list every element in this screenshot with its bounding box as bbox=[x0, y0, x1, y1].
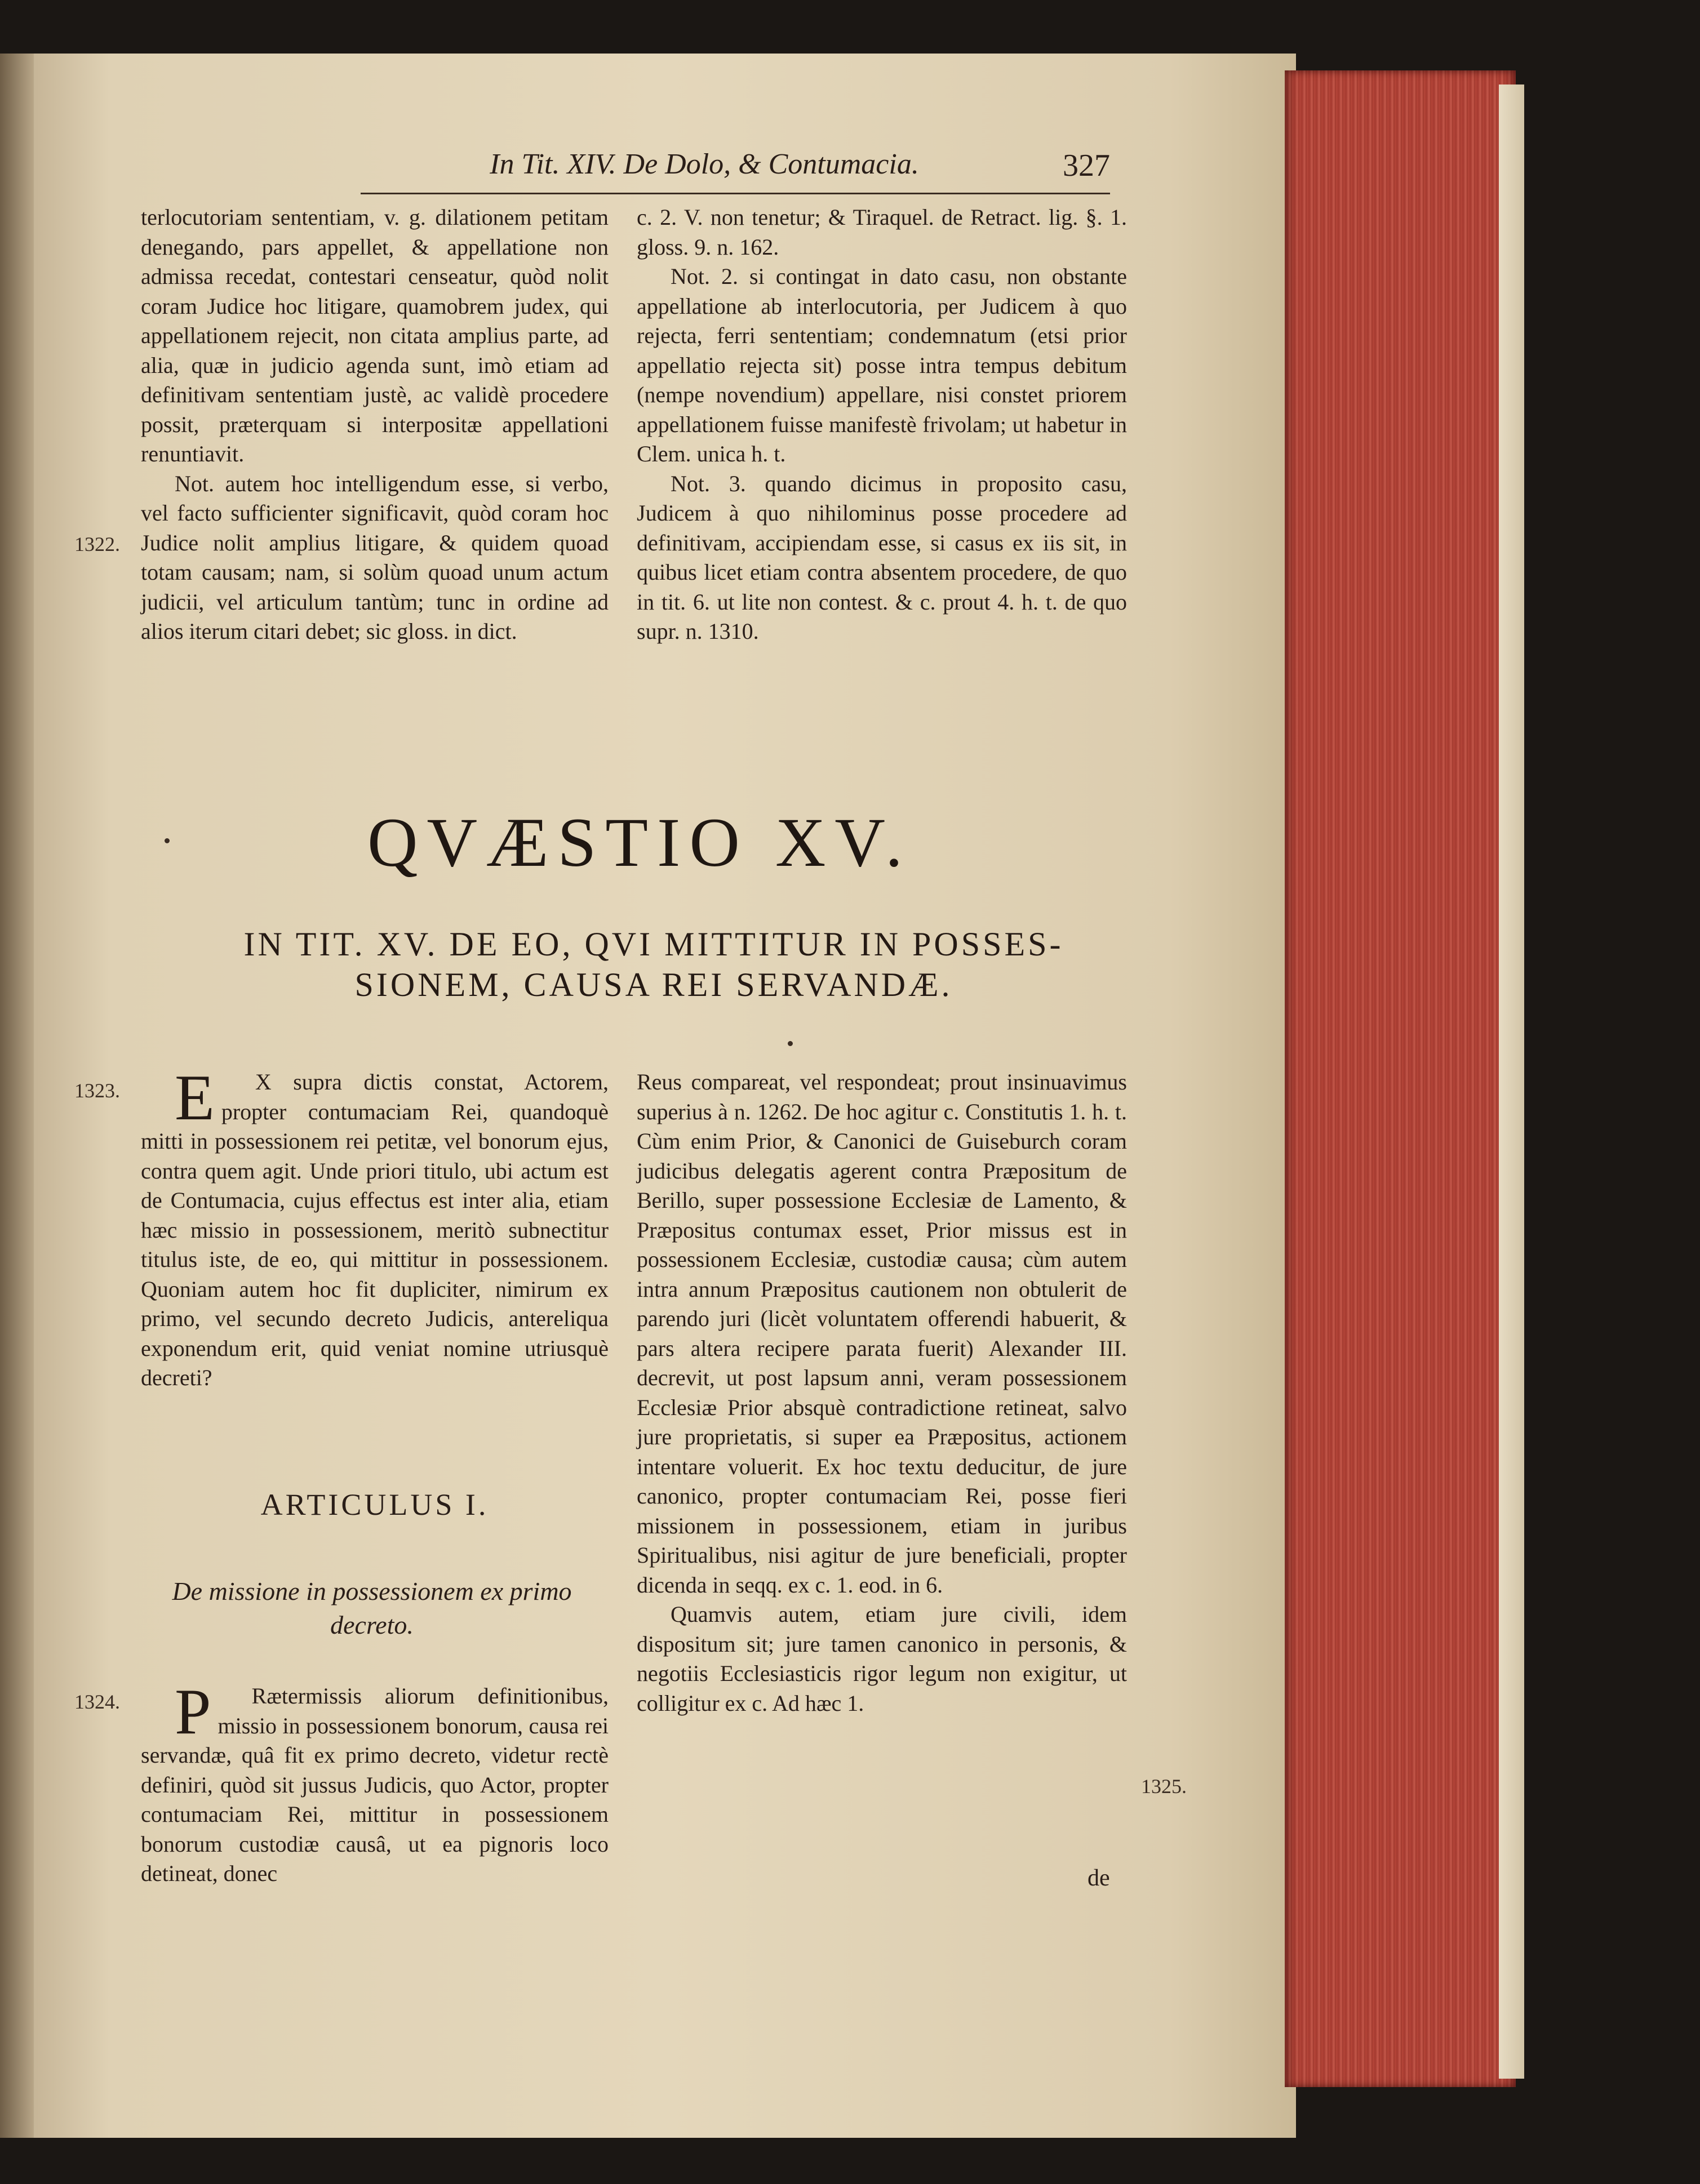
subtitle-line: SIONEM, CAUSA REI SERVANDÆ. bbox=[354, 966, 953, 1003]
paragraph: Quamvis autem, etiam jure civili, idem dispositum sit; jure tamen canonico in personis, & negotiis Ecclesiasticis rigor legum non exigitur, ut colligitur ex c. Ad hæc 1. bbox=[637, 1602, 1127, 1716]
paragraph: Not. 3. quando dicimus in proposito casu, Judicem à quo nihilominus posse procedere ad definitivam, accipiendam esse, si casus ex iis sit, in quibus licet etiam contra absentem procedere, de quo in tit. 6. ut lite non contest. & c. prout 4. h. t. de quo supr. n. 1310. bbox=[637, 470, 1127, 644]
drop-capital: E bbox=[175, 1062, 215, 1134]
paragraph: c. 2. V. non tenetur; & Tiraquel. de Retract. lig. §. 1. gloss. 9. n. 162. bbox=[637, 204, 1127, 260]
paragraph-text: X supra dictis constat, Actorem, propter contumaciam Rei, quandoquè mitti in possessionem rei petitæ, vel bonorum ejus, contra quem agit. Unde priori titulo, ubi actum est de Contumacia, cujus effectus est inter alia, etiam hæc missio in possessionem, meritò subnectitur titulus iste, de eo, qui mittitur in possessionem. Quoniam autem hoc fit dupliciter, nimirum ex primo, vel secundo decreto Judicis, antereliqua exponendum erit, quid veniat nomine utriusquè decreti? bbox=[141, 1069, 609, 1390]
decorative-dot bbox=[165, 838, 170, 843]
page-edge-strip bbox=[1499, 84, 1524, 2079]
quaestio-subtitle bbox=[124, 924, 1183, 1005]
margin-number: 1322. bbox=[74, 533, 120, 555]
top-right-column bbox=[637, 203, 1127, 647]
margin-number: 1323. bbox=[74, 1079, 120, 1102]
paragraph-1323 bbox=[141, 1062, 609, 1393]
quaestio-title: QVÆSTIO XV. bbox=[367, 804, 912, 881]
article-heading: ARTICULUS I. bbox=[260, 1488, 489, 1522]
bottom-left-column-top bbox=[141, 1062, 609, 1393]
paragraph: Reus compareat, vel respondeat; prout insinuavimus superius à n. 1262. De hoc agitur c. Constitutis 1. h. t. Cùm enim Prior, & Canonici de Guiseburch coram judicibus delegatis agerent contra Præpositum de Berillo, super possessione Ecclesiæ de Lamento, & Præpositus contumax esset, Prior missus est in possessionem Ecclesiæ, custodiæ causa; cùm autem intra annum Præpositus cautionem non obtulerit de parendo juri (licèt voluntatem offerendi habuerit, & pars altera recipere parata fuerit) Alexander III. decrevit, ut post lapsum anni, veram possessionem Ecclesiæ Prior absquè contradictione retineat, salvo jure proprietatis, si super ea Præpositus, actionem intentare voluerit. Ex hoc textu deducitur, de jure canonico, propter contumaciam Rei, posse fieri missionem in possessionem, etiam in juribus Spiritualibus, nisi agitur de jure beneficiali, propter dicenda in seqq. ex c. 1. eod. in 6. bbox=[637, 1069, 1127, 1598]
paragraph-1324 bbox=[141, 1676, 609, 1889]
top-left-column bbox=[141, 203, 609, 647]
drop-capital: P bbox=[175, 1676, 211, 1748]
catchword: de bbox=[1088, 1865, 1110, 1891]
margin-number: 1324. bbox=[74, 1691, 120, 1713]
paragraph: Not. autem hoc intelligendum esse, si verbo, vel facto sufficienter significavit, quòd coram hoc Judice nolit amplius litigare, & quidem quoad totam causam; nam, si solùm quoad unum actum judicii, vel articulum tantùm; tunc in ordine ad alios iterum citari debet; sic gloss. in dict. bbox=[141, 470, 609, 644]
bottom-left-column-bottom bbox=[141, 1676, 609, 1889]
subtitle-line: IN TIT. XV. DE EO, QVI MITTITUR IN POSSES- bbox=[243, 926, 1064, 963]
running-head: In Tit. XIV. De Dolo, & Contumacia. bbox=[490, 148, 919, 180]
paragraph-text: Rætermissis aliorum definitionibus, missio in possessionem bonorum, causa rei servandæ, quâ fit ex primo decreto, videtur rectè definiri, quòd sit jussus Judicis, quo Actor, propter contumaciam Rei, mittitur in possessionem bonorum custodiæ causâ, ut ea pignoris loco detineat, donec bbox=[141, 1683, 609, 1886]
page-number: 327 bbox=[1063, 148, 1110, 183]
article-subheading: De missione in possessionem ex primo decreto. bbox=[172, 1577, 572, 1639]
bottom-right-column bbox=[637, 1067, 1127, 1718]
margin-number: 1325. bbox=[1141, 1775, 1187, 1798]
decorative-dot bbox=[788, 1041, 793, 1046]
paragraph: terlocutoriam sententiam, v. g. dilationem petitam denegando, pars appellet, & appellatione non admissa recedat, contestari censeatur, quòd nolit coram Judice hoc litigare, quamobrem judex, qui appellationem rejecit, non citata amplius parte, ad alia, quæ in judicio agenda sunt, imò etiam ad definitivam sententiam justè, ac validè procedere possit, præterquam si interpositæ appellationi renuntiavit. bbox=[141, 204, 609, 466]
paragraph: Not. 2. si contingat in dato casu, non obstante appellatione ab interlocutoria, per Judicem à quo rejecta, ferri sententiam; condemnatum (etsi prior appellatio rejecta sit) posse intra tempus debitum (nempe novendium) appellare, nisi constet priorem appellationem fuisse manifestè frivolam; ut habetur in Clem. unica h. t. bbox=[637, 264, 1127, 466]
page-header bbox=[361, 148, 1110, 194]
red-fore-edge bbox=[1285, 70, 1516, 2087]
